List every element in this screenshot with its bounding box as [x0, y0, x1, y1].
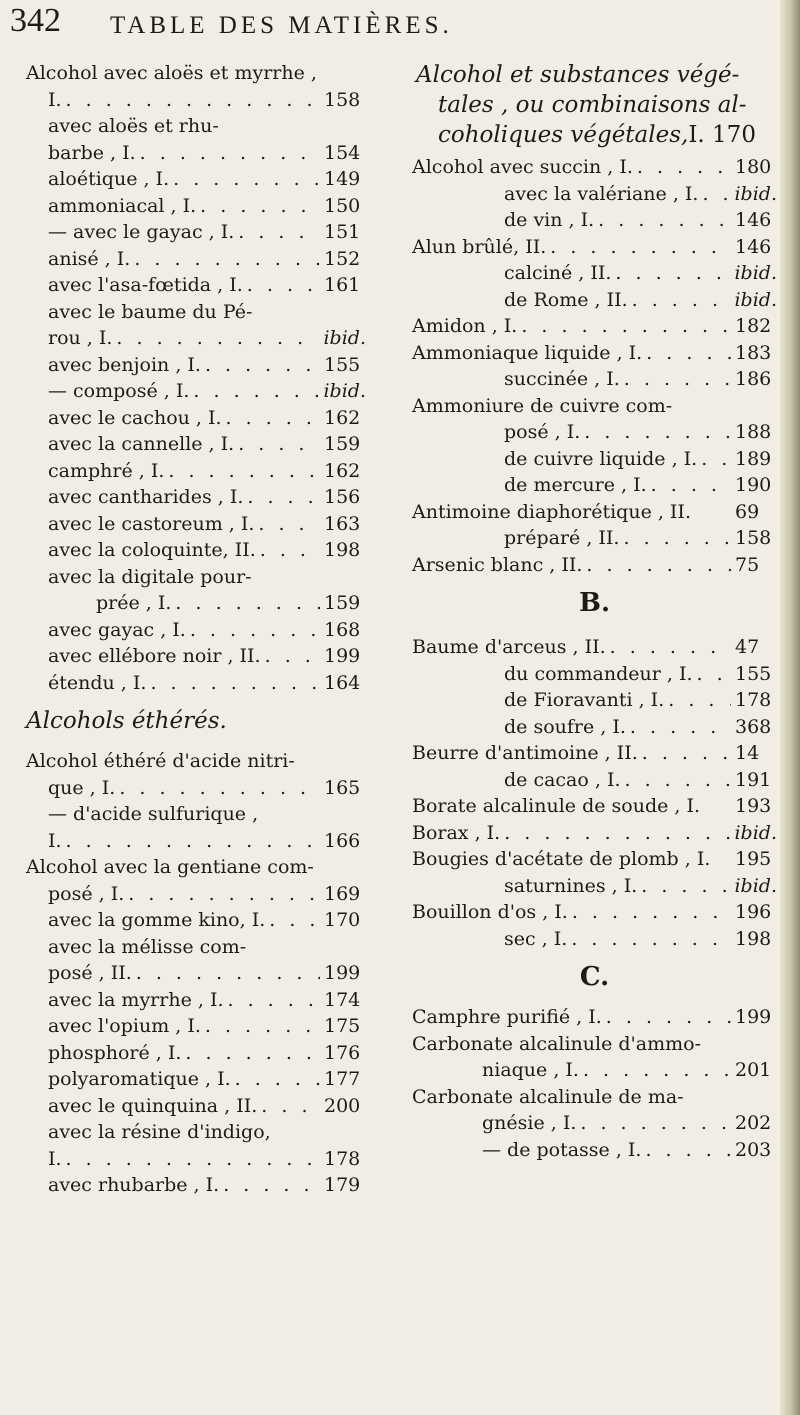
index-entry [412, 181, 777, 208]
entry-page: 198 [735, 927, 772, 950]
dot-leader [269, 907, 320, 934]
entry-page: 159 [324, 592, 361, 614]
index-entry [412, 207, 777, 234]
entry-term: Carbonate alcalinule de ma- [412, 1085, 684, 1108]
page-number: 342 [10, 2, 61, 39]
entry-term: rou , I. [48, 327, 113, 349]
dot-leader [651, 472, 731, 499]
dot-leader [632, 287, 731, 314]
entry-term: avec la gomme kino, I. [48, 909, 266, 931]
dot-leader [140, 140, 320, 167]
dot-leader [504, 820, 730, 847]
index-entry [412, 846, 777, 873]
entry-term: gnésie , I. [482, 1112, 577, 1134]
entry-term: du commandeur , I. [504, 662, 693, 685]
index-entry [412, 634, 777, 661]
entry-page: 199 [324, 645, 361, 667]
entry-list [412, 634, 777, 952]
entry-term: I. [48, 829, 62, 852]
entry-page: ibid. [734, 821, 777, 844]
dot-leader [235, 1066, 320, 1093]
dot-leader [200, 193, 320, 220]
index-entry [412, 499, 777, 526]
entry-term: avec aloës et rhu- [48, 115, 219, 137]
dot-leader [190, 617, 320, 644]
entry-page: 177 [324, 1068, 361, 1090]
index-entry [26, 60, 366, 87]
entry-page: 200 [324, 1094, 361, 1117]
entry-page: 156 [324, 486, 361, 508]
entry-page: 166 [324, 829, 361, 852]
entry-term: Alcohol avec aloës et myrrhe , [26, 62, 317, 84]
dot-leader [238, 431, 320, 458]
dot-leader [134, 246, 320, 273]
dot-leader [150, 670, 320, 697]
index-entry [412, 1084, 777, 1111]
dot-leader [247, 484, 320, 511]
dot-leader [228, 987, 321, 1014]
entry-term: étendu , I. [48, 671, 147, 694]
index-entry [26, 775, 366, 802]
heading-line: Alcohol et substances végé- [416, 62, 740, 88]
entry-term: avec ellébore noir , II. [48, 645, 261, 667]
entry-term: avec l'opium , I. [48, 1015, 201, 1037]
entry-page: 196 [735, 901, 772, 923]
entry-term: avec la coloquinte, II. [48, 539, 256, 561]
entry-page: 151 [324, 221, 361, 243]
entry-page: 162 [324, 406, 361, 429]
index-entry [26, 748, 366, 775]
entry-term: Carbonate alcalinule d'ammo- [412, 1032, 701, 1055]
section-heading [412, 60, 777, 150]
index-entry [412, 873, 777, 900]
dot-leader [168, 458, 320, 485]
index-entry [412, 926, 777, 953]
entry-page: ibid. [734, 874, 777, 897]
index-entry [26, 511, 366, 538]
left-column [26, 60, 366, 1199]
index-entry [26, 193, 366, 220]
entry-page: 47 [735, 636, 760, 658]
page-edge [780, 0, 800, 1415]
dot-leader [610, 634, 731, 661]
entry-term: — d'acide sulfurique , [48, 803, 259, 825]
entry-page: 203 [735, 1138, 772, 1161]
page-header [0, 0, 780, 50]
index-entry [412, 287, 777, 314]
entry-term: Ammoniaque liquide , I. [412, 341, 643, 364]
entry-list [26, 748, 366, 1199]
entry-term: avec gayac , I. [48, 618, 186, 641]
entry-page: 178 [735, 689, 772, 711]
entry-term: I. [48, 88, 62, 111]
entry-term: prée , I. [96, 592, 172, 614]
entry-term: de soufre , I. [504, 715, 626, 738]
entry-page: 175 [324, 1015, 361, 1037]
entry-term: saturnines , I. [504, 874, 638, 897]
entry-term: Alcohol avec la gentiane com- [26, 856, 314, 878]
index-entry [26, 1040, 366, 1067]
entry-page: ibid. [734, 288, 777, 311]
entry-term: avec le quinquina , II. [48, 1094, 258, 1117]
entry-term: posé , II. [48, 962, 132, 984]
entry-page: 146 [735, 235, 772, 258]
entry-page: 199 [735, 1006, 772, 1028]
entry-page: 195 [735, 848, 772, 870]
entry-page: 180 [735, 156, 772, 178]
index-entry [412, 154, 777, 181]
entry-term: camphré , I. [48, 459, 165, 482]
entry-term: aloétique , I. [48, 168, 170, 190]
entry-page: 150 [324, 194, 361, 217]
index-entry [26, 590, 366, 617]
index-entry [26, 801, 366, 828]
entry-term: I. [48, 1147, 62, 1170]
dot-leader [624, 366, 731, 393]
index-entry [26, 1093, 366, 1120]
dot-leader [193, 378, 319, 405]
entry-page: 191 [735, 768, 772, 791]
dot-leader [66, 1146, 320, 1173]
entry-page: 178 [324, 1147, 361, 1170]
entry-term: Bouillon d'os , I. [412, 901, 568, 923]
entry-list [412, 1004, 777, 1163]
dot-leader [119, 775, 320, 802]
entry-term: avec le cachou , I. [48, 406, 222, 429]
running-title: TABLE DES MATIÈRES. [110, 12, 453, 39]
entry-page: 368 [735, 715, 772, 738]
index-entry [412, 767, 777, 794]
entry-term: préparé , II. [504, 527, 620, 549]
entry-page: 14 [735, 742, 760, 764]
index-entry [412, 260, 777, 287]
dot-leader [265, 643, 320, 670]
index-entry [412, 1004, 777, 1031]
dot-leader [238, 219, 320, 246]
entry-term: de Fioravanti , I. [504, 689, 665, 711]
entry-page: 199 [324, 962, 361, 984]
index-entry [26, 854, 366, 881]
dot-leader [586, 552, 731, 579]
entry-page: 202 [735, 1112, 772, 1134]
entry-term: ammoniacal , I. [48, 194, 197, 217]
entry-page: 69 [735, 500, 760, 523]
dot-leader [205, 1013, 320, 1040]
index-entry [412, 1110, 777, 1137]
index-entry [26, 934, 366, 961]
entry-term: anisé , I. [48, 247, 131, 270]
entry-page: 152 [324, 247, 361, 270]
index-entry [412, 525, 777, 552]
entry-term: avec rhubarbe , I. [48, 1174, 220, 1196]
dot-leader [646, 340, 731, 367]
entry-page: 190 [735, 474, 772, 496]
index-entry [412, 313, 777, 340]
index-entry [26, 564, 366, 591]
index-entry [26, 537, 366, 564]
index-entry [26, 299, 366, 326]
entry-page: 168 [324, 618, 361, 641]
entry-term: Borax , I. [412, 821, 501, 844]
heading-text: coholiques végétales, [438, 122, 689, 148]
dot-leader [247, 272, 320, 299]
entry-page: 146 [735, 209, 772, 231]
entry-page: 186 [735, 368, 772, 390]
dot-leader [173, 166, 320, 193]
entry-term: avec la mélisse com- [48, 935, 247, 958]
index-entry [26, 219, 366, 246]
entry-term: Camphre purifié , I. [412, 1006, 602, 1028]
dot-leader [606, 1004, 731, 1031]
entry-term: de cacao , I. [504, 768, 621, 791]
entry-term: de vin , I. [504, 209, 595, 231]
entry-page: 201 [735, 1059, 772, 1081]
entry-term: Borate alcalinule de soude , I. [412, 795, 701, 817]
dot-leader [205, 352, 320, 379]
dot-leader [630, 714, 731, 741]
entry-page: 189 [735, 447, 772, 470]
index-entry [412, 714, 777, 741]
dot-leader [226, 405, 320, 432]
section-heading: Alcohols éthérés. [26, 708, 227, 734]
entry-term: barbe , I. [48, 141, 136, 164]
entry-page: 182 [735, 315, 772, 337]
index-entry [412, 419, 777, 446]
index-entry [26, 643, 366, 670]
entry-term: Alun brûlé, II. [412, 235, 547, 258]
entry-term: de cuivre liquide , I. [504, 447, 698, 470]
entry-term: avec la résine d'indigo, [48, 1121, 271, 1143]
entry-term: calciné , II. [504, 262, 612, 284]
entry-page: 161 [324, 274, 361, 296]
entry-term: succinée , I. [504, 368, 620, 390]
index-entry [26, 113, 366, 140]
entry-term: avec cantharides , I. [48, 486, 244, 508]
index-entry [412, 687, 777, 714]
entry-term: avec le castoreum , I. [48, 512, 255, 535]
index-entry [412, 661, 777, 688]
dot-leader [598, 207, 731, 234]
index-entry [412, 793, 777, 820]
heading-line [412, 120, 777, 150]
dot-leader [645, 1137, 731, 1164]
entry-list [412, 154, 777, 578]
dot-leader [66, 828, 320, 855]
index-entry [412, 340, 777, 367]
index-entry [412, 820, 777, 847]
index-entry [26, 1172, 366, 1199]
entry-term: posé , I. [48, 882, 125, 905]
heading-page: I. 170 [688, 122, 756, 148]
entry-term: Amidon , I. [412, 315, 518, 337]
dot-leader [223, 1172, 320, 1199]
entry-term: que , I. [48, 776, 116, 799]
index-entry [26, 272, 366, 299]
dot-leader [642, 740, 731, 767]
index-entry [26, 1013, 366, 1040]
dot-leader [623, 525, 731, 552]
index-entry [26, 405, 366, 432]
entry-term: — de potasse , I. [482, 1138, 642, 1161]
entry-list [26, 60, 366, 696]
dot-leader [550, 234, 731, 261]
index-entry [412, 393, 777, 420]
entry-term: avec le baume du Pé- [48, 300, 253, 323]
entry-term: Alcohol éthéré d'acide nitri- [26, 750, 295, 772]
index-entry [26, 431, 366, 458]
entry-term: phosphoré , I. [48, 1041, 182, 1064]
dot-leader [583, 1057, 731, 1084]
entry-page: 149 [324, 168, 361, 190]
index-entry [26, 140, 366, 167]
entry-page: ibid. [734, 262, 777, 284]
dot-leader [66, 87, 320, 114]
entry-page: 155 [324, 353, 361, 376]
index-entry [412, 1057, 777, 1084]
index-entry [26, 881, 366, 908]
dot-leader [702, 181, 730, 208]
entry-term: niaque , I. [482, 1059, 579, 1081]
dot-leader [668, 687, 731, 714]
right-column [412, 60, 777, 1163]
index-entry [26, 378, 366, 405]
index-entry [26, 352, 366, 379]
index-entry [412, 899, 777, 926]
entry-page: 169 [324, 882, 361, 905]
dot-leader [116, 325, 319, 352]
index-entry [26, 907, 366, 934]
entry-page: ibid. [323, 380, 366, 402]
entry-term: avec l'asa-fœtida , I. [48, 274, 243, 296]
dot-leader [185, 1040, 320, 1067]
index-entry [26, 246, 366, 273]
entry-page: 75 [735, 553, 760, 576]
letter-heading-c: C. [579, 962, 610, 992]
index-entry [412, 740, 777, 767]
dot-leader [128, 881, 320, 908]
entry-term: posé , I. [504, 421, 581, 443]
entry-page: 165 [324, 776, 361, 799]
dot-leader [580, 1110, 731, 1137]
dot-leader [637, 154, 731, 181]
index-entry [26, 1066, 366, 1093]
entry-term: Antimoine diaphorétique , II. [412, 500, 691, 523]
index-entry [26, 484, 366, 511]
entry-page: ibid. [734, 182, 777, 205]
entry-term: de Rome , II. [504, 288, 628, 311]
dot-leader [615, 260, 730, 287]
entry-term: polyaromatique , I. [48, 1068, 231, 1090]
entry-page: 170 [324, 909, 361, 931]
entry-page: 176 [324, 1041, 361, 1064]
entry-term: Baume d'arceus , II. [412, 636, 606, 658]
entry-term: — avec le gayac , I. [48, 221, 235, 243]
dot-leader [260, 537, 320, 564]
index-entry [26, 166, 366, 193]
dot-leader [625, 767, 732, 794]
index-entry [412, 472, 777, 499]
entry-page: 198 [324, 539, 361, 561]
entry-page: 158 [324, 88, 361, 111]
entry-page: 193 [735, 795, 772, 817]
index-entry [412, 446, 777, 473]
entry-page: 183 [735, 341, 772, 364]
entry-page: 159 [324, 433, 361, 455]
entry-term: Arsenic blanc , II. [412, 553, 583, 576]
index-entry [26, 325, 366, 352]
dot-leader [584, 419, 731, 446]
dot-leader [701, 446, 731, 473]
entry-term: Beurre d'antimoine , II. [412, 742, 638, 764]
index-entry [26, 987, 366, 1014]
entry-term: — composé , I. [48, 380, 190, 402]
index-entry [26, 458, 366, 485]
dot-leader [572, 899, 731, 926]
dot-leader [697, 661, 731, 688]
index-entry [26, 960, 366, 987]
index-entry [26, 670, 366, 697]
dot-leader [136, 960, 320, 987]
index-entry [412, 366, 777, 393]
index-entry [412, 1137, 777, 1164]
entry-page: 164 [324, 671, 361, 694]
index-entry [26, 828, 366, 855]
entry-term: avec la myrrhe , I. [48, 988, 224, 1011]
index-entry [412, 1031, 777, 1058]
entry-term: avec benjoin , I. [48, 353, 201, 376]
entry-term: Ammoniure de cuivre com- [412, 394, 673, 417]
entry-page: ibid. [323, 327, 366, 349]
dot-leader [258, 511, 320, 538]
dot-leader [521, 313, 731, 340]
dot-leader [175, 590, 320, 617]
dot-leader [261, 1093, 320, 1120]
dot-leader [641, 873, 730, 900]
entry-page: 162 [324, 459, 361, 482]
index-entry [26, 617, 366, 644]
heading-line: tales , ou combinaisons al- [438, 92, 747, 118]
entry-page: 188 [735, 421, 772, 443]
entry-page: 163 [324, 512, 361, 535]
index-entry [412, 234, 777, 261]
entry-term: avec la cannelle , I. [48, 433, 235, 455]
letter-heading-b: B. [578, 588, 611, 618]
entry-term: de mercure , I. [504, 474, 647, 496]
entry-term: avec la valériane , I. [504, 182, 699, 205]
index-entry [412, 552, 777, 579]
entry-term: sec , I. [504, 927, 568, 950]
index-entry [26, 1146, 366, 1173]
dot-leader [571, 926, 731, 953]
entry-term: Bougies d'acétate de plomb , I. [412, 848, 711, 870]
entry-term: avec la digitale pour- [48, 565, 252, 588]
entry-page: 179 [324, 1174, 361, 1196]
entry-page: 155 [735, 662, 772, 685]
index-entry [26, 87, 366, 114]
entry-page: 158 [735, 527, 772, 549]
entry-page: 174 [324, 988, 361, 1011]
index-entry [26, 1119, 366, 1146]
entry-term: Alcohol avec succin , I. [412, 156, 633, 178]
entry-page: 154 [324, 141, 361, 164]
